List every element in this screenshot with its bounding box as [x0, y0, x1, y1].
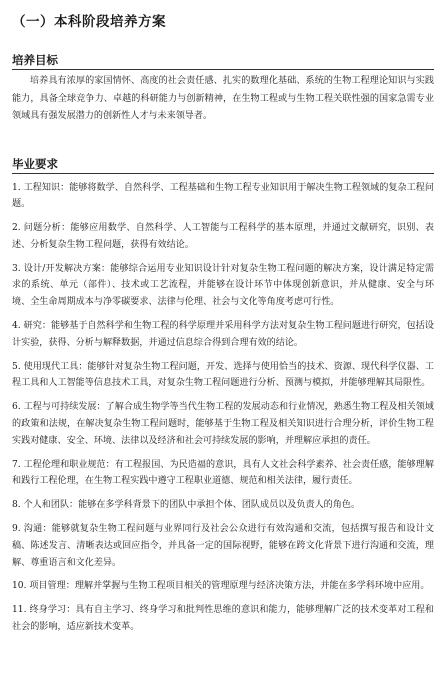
heading-divider: [12, 69, 434, 70]
requirement-item: 5. 使用现代工具：能够针对复杂生物工程问题，开发、选择与使用恰当的技术、资源、现代科学仪器、工程工具和人工智能等信息技术工具，对复杂生物工程问题进行分析、预测与模拟，并能够理解其局限性。: [12, 361, 434, 389]
requirements-list: [12, 180, 434, 636]
heading-divider: [12, 173, 434, 174]
requirement-item: 11. 终身学习：具有自主学习、终身学习和批判性思维的意识和能力，能够理解广泛的技术变革对工程和社会的影响，适应新技术变革。: [12, 605, 434, 633]
requirement-item: 10. 项目管理：理解并掌握与生物工程项目相关的管理原理与经济决策方法，并能在多学科环境中应用。: [12, 581, 430, 592]
requirement-item: 1. 工程知识：能够将数学、自然科学、工程基础和生物工程专业知识用于解决生物工程领域的复杂工程问题。: [12, 182, 434, 210]
training-goal-block: [12, 52, 434, 126]
training-goal-heading: 培养目标: [12, 53, 58, 67]
requirement-item: 3. 设计/开发解决方案：能够综合运用专业知识设计针对复杂生物工程问题的解决方案，设计满足特定需求的系统、单元（部件）、技术或工艺流程，并能够在设计环节中体现创新意识，并从健康、安全与环境、全生命周期成本与净零碳要求、法律与伦理、社会与文化等角度考虑可行性。: [12, 263, 434, 308]
requirement-item: 6. 工程与可持续发展：了解合成生物学等当代生物工程的发展动态和行业情况，熟悉生物工程及相关领域的政策和法规，在解决复杂生物工程问题时，能够基于生物工程及相关知识进行合理分析，评价生物工程实践对健康、安全、环境、法律以及经济和社会可持续发展的影响，并理解应承担的责任。: [12, 402, 434, 446]
training-goal-text: 培养具有浓厚的家国情怀、高度的社会责任感、扎实的数理化基础、系统的生物工程理论知识与实践能力，具备全球竞争力、卓越的科研能力与创新精神，在生物工程或与生物工程关联性强的国家急需专业领域具有强发展潜力的创新性人才与未来领导者。: [12, 76, 434, 121]
section-title: （一）本科阶段培养方案: [12, 14, 166, 30]
graduation-requirements-block: [12, 156, 434, 636]
graduation-requirements-heading: 毕业要求: [12, 156, 58, 171]
requirement-item: 2. 问题分析：能够应用数学、自然科学、人工智能与工程科学的基本原理，并通过文献研究，识别、表述、分析复杂生物工程问题，获得有效结论。: [12, 223, 434, 250]
requirement-item: 4. 研究：能够基于自然科学和生物工程的科学原理并采用科学方法对复杂生物工程问题进行研究，包括设计实验，获得、分析与解释数据，并通过信息综合得到合理有效的结论。: [12, 321, 434, 348]
requirement-item: 9. 沟通：能够就复杂生物工程问题与业界同行及社会公众进行有效沟通和交流，包括撰写报告和设计文稿、陈述发言、清晰表达或回应指令，并具备一定的国际视野，能够在跨文化背景下进行沟通和交流，理解、尊重语言和文化差异。: [12, 524, 434, 568]
requirement-item: 7. 工程伦理和职业规范：有工程报国、为民造福的意识，具有人文社会科学素养、社会责任感，能够理解和践行工程伦理，在生物工程实践中遵守工程职业道德、规范和相关法律，履行责任。: [12, 459, 434, 487]
requirement-item: 8. 个人和团队：能够在多学科背景下的团队中承担个体、团队成员以及负责人的角色。: [12, 500, 361, 511]
